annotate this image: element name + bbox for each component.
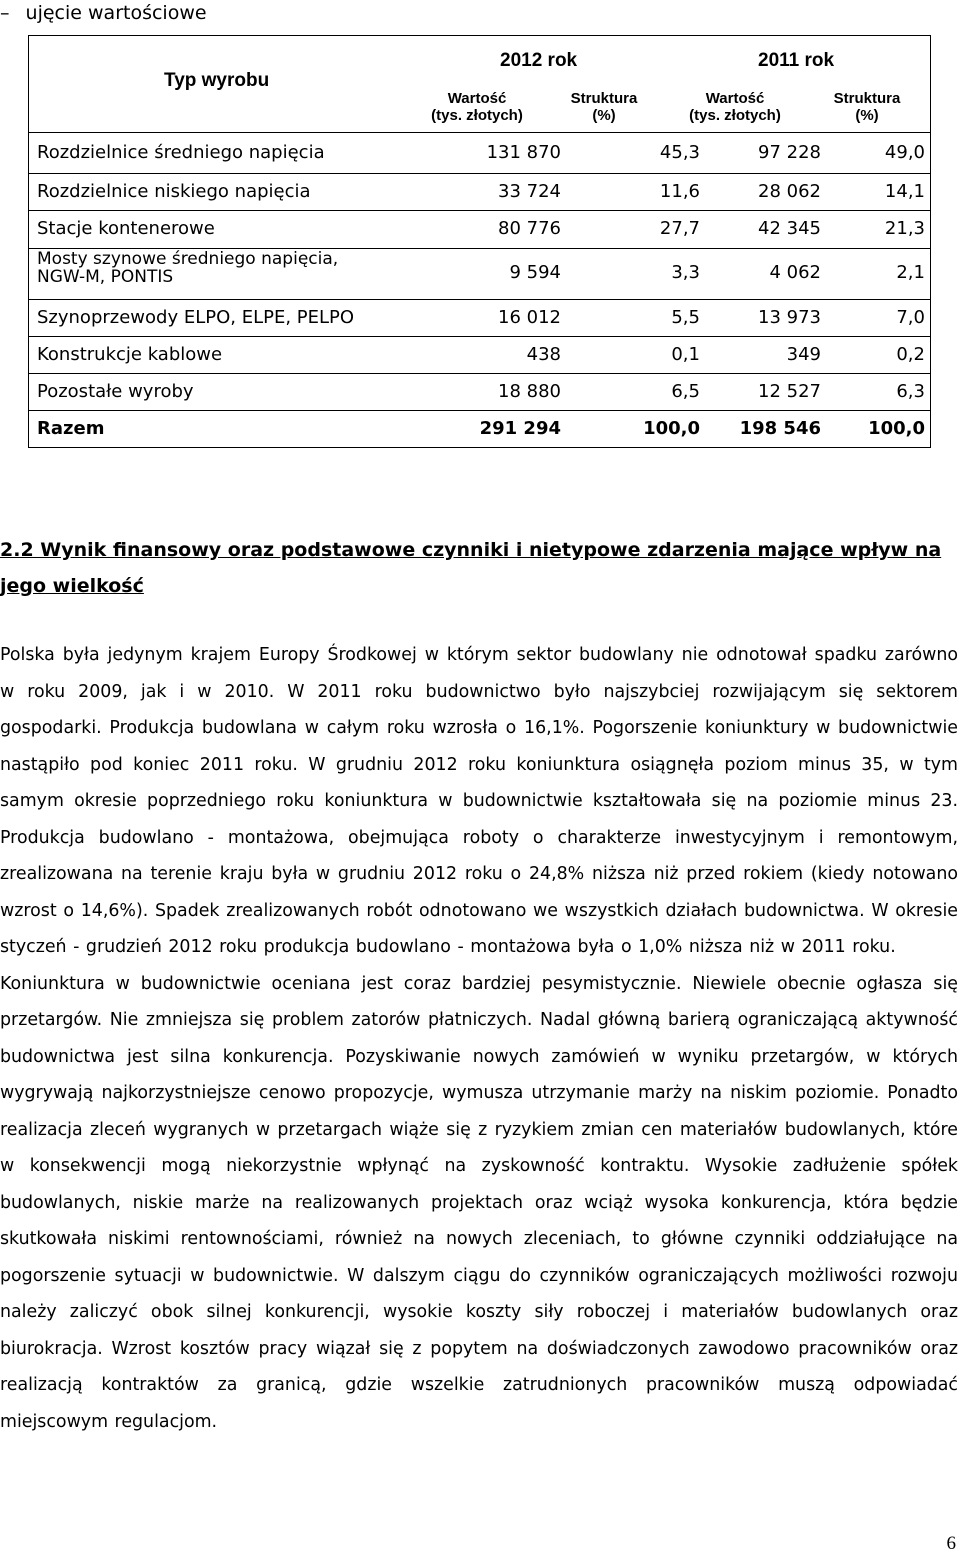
value-2012: 16 012 <box>498 307 561 328</box>
structure-2012: 6,5 <box>671 381 700 402</box>
row-name: Mosty szynowe średniego napięcia, NGW-M, PONTIS <box>37 249 339 287</box>
structure-2012: 27,7 <box>659 218 700 239</box>
page-number: 6 <box>946 1533 956 1554</box>
value-2012: 18 880 <box>498 381 561 402</box>
row-name: Szynoprzewody ELPO, ELPE, PELPO <box>37 307 355 328</box>
row-separator <box>29 373 930 374</box>
value-2012: 438 <box>526 344 561 365</box>
row-name: Konstrukcje kablowe <box>37 344 223 365</box>
year-2012-header: 2012 rok <box>500 50 578 71</box>
product-table <box>28 35 931 448</box>
year-2011-header: 2011 rok <box>758 50 835 71</box>
structure-2011: 100,0 <box>868 418 925 439</box>
row-name: Rozdzielnice niskiego napięcia <box>37 181 311 202</box>
row-name: Pozostałe wyroby <box>37 381 194 402</box>
row-separator <box>29 336 930 337</box>
structure-2012: 11,6 <box>659 181 700 202</box>
paragraph: Polska była jedynym krajem Europy Środkowej w którym sektor budowlany nie odnotował spadku zarówno w roku 2009, jak i w 2010. W 2011 roku budownictwo było najszybciej rozwijającym się sektorem gospodarki. Produkcja budowlana w całym roku wzrosła o 16,1%. Pogorszenie koniunktury w budownictwie nastąpiło pod koniec 2011 roku. W grudniu 2012 roku koniunktura osiągnęła poziom minus 35, w tym samym okresie poprzedniego roku koniunktura w budownictwie kształtowała się na poziomie minus 23. Produkcja budowlano - montażowa, obejmująca roboty o charakterze inwestycyjnym i remontowym, zrealizowana na terenie kraju była w grudniu 2012 roku o 24,8% niższa niż przed rokiem (kiedy notowano wzrost o 14,6%). Spadek zrealizowanych robót odnotowano we wszystkich działach budownictwa. W okresie styczeń - grudzień 2012 roku produkcja budowlano - montażowa była o 1,0% niższa niż w 2011 roku. <box>0 645 958 957</box>
structure-2012: 0,1 <box>671 344 700 365</box>
structure-2011: 49,0 <box>884 142 925 163</box>
value-2011: 12 527 <box>758 381 821 402</box>
value-2012: 80 776 <box>498 218 561 239</box>
value-2012: 291 294 <box>479 418 561 439</box>
structure-2011: 7,0 <box>896 307 925 328</box>
structure-2012: 45,3 <box>659 142 700 163</box>
structure-2011: 21,3 <box>884 218 925 239</box>
value-2011: 4 062 <box>769 262 821 283</box>
value-2012: 9 594 <box>509 262 561 283</box>
value-2011: 13 973 <box>758 307 821 328</box>
list-header-text: ujęcie wartościowe <box>25 2 207 24</box>
row-separator <box>29 173 930 174</box>
structure-2011: 2,1 <box>896 262 925 283</box>
structure-2011: 6,3 <box>896 381 925 402</box>
value-2011: 349 <box>786 344 821 365</box>
structure-2011-header: Struktura (%) <box>833 90 901 124</box>
row-name: Rozdzielnice średniego napięcia <box>37 142 325 163</box>
structure-2012: 3,3 <box>671 262 700 283</box>
structure-2011: 14,1 <box>884 181 925 202</box>
row-name: Razem <box>37 418 105 439</box>
row-separator <box>29 299 930 300</box>
value-2011: 42 345 <box>758 218 821 239</box>
paragraph: Koniunktura w budownictwie oceniana jest coraz bardziej pesymistycznie. Niewiele obecnie ogłasza się przetargów. Nie zmniejsza się problem zatorów płatniczych. Nadal główną barierą ograniczającą aktywność budownictwa jest silna konkurencja. Pozyskiwanie nowych zamówień w wyniku przetargów, w których wygrywają najkorzystniejsze cenowo propozycje, wymusza utrzymanie marży na niskim poziomie. Ponadto realizacja zleceń wygranych w przetargach wiąże się z ryzykiem zmian cen materiałów budowlanych, które w konsekwencji mogą niekorzystnie wpłynąć na zyskowność kontraktu. Wysokie zadłużenie spółek budowlanych, niskie marże na realizowanych projektach oraz wciąż wysoka konkurencja, która będzie skutkowała niskimi rentownościami, również na nowych zleceniach, to główne czynniki oddziałujące na pogorszenie sytuacji w budownictwie. W dalszym ciągu do czynników ograniczających możliwości rozwoju należy zaliczyć obok silnej konkurencji, wysokie koszty siły roboczej i materiałów budowlanych oraz biurokracja. Wzrost kosztów pracy wiązał się z popytem na doświadczonych zawodowo pracowników oraz realizacją kontraktów za granicą, gdzie wszelkie zatrudnionych pracowników muszą odpowiadać miejscowym regulacjom. <box>0 973 958 1432</box>
section-heading: 2.2 Wynik finansowy oraz podstawowe czynniki i nietypowe zdarzenia mające wpływ na jego wielkość <box>0 539 942 597</box>
header-separator <box>29 132 930 133</box>
row-separator <box>29 210 930 211</box>
value-2011-header: Wartość (tys. złotych) <box>689 90 781 124</box>
value-2011: 28 062 <box>758 181 821 202</box>
structure-2012-header: Struktura (%) <box>570 90 638 124</box>
list-dash: – <box>0 2 10 24</box>
structure-2012: 100,0 <box>643 418 700 439</box>
list-header <box>0 0 207 26</box>
structure-2012: 5,5 <box>671 307 700 328</box>
row-name: Stacje kontenerowe <box>37 218 215 239</box>
structure-2011: 0,2 <box>896 344 925 365</box>
col-product-header: Typ wyrobu <box>164 70 270 91</box>
value-2011: 198 546 <box>739 418 821 439</box>
value-2012: 33 724 <box>498 181 561 202</box>
value-2012-header: Wartość (tys. złotych) <box>431 90 523 124</box>
value-2012: 131 870 <box>486 142 561 163</box>
body-text <box>0 637 958 1440</box>
row-separator <box>29 410 930 411</box>
value-2011: 97 228 <box>758 142 821 163</box>
